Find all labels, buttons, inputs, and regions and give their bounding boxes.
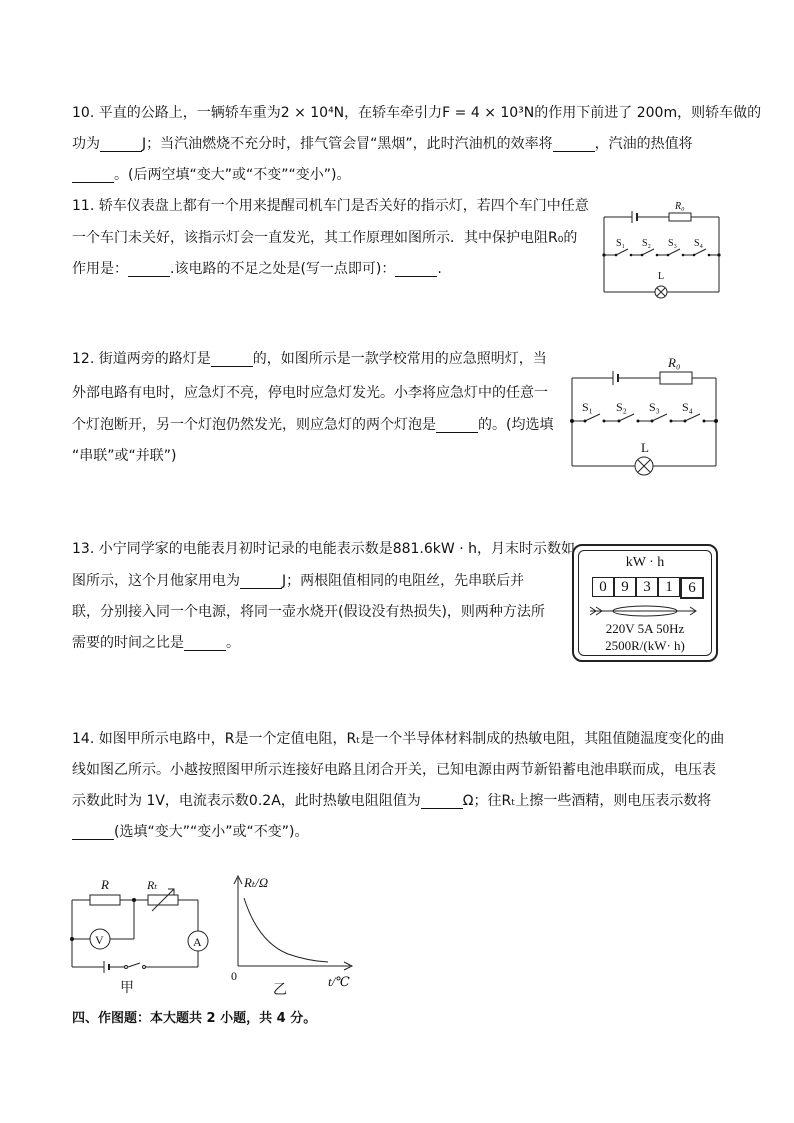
voltmeter-icon: V: [95, 933, 104, 947]
answer-blank[interactable]: [240, 570, 282, 589]
q12-circuit-diagram: [570, 353, 718, 468]
q11-text: .该电路的不足之处是(写一点即可)：: [170, 261, 396, 277]
r0-label: R₀: [668, 355, 681, 370]
lamp-label: L: [641, 440, 649, 455]
electricity-meter: [572, 544, 718, 662]
switch-label: S₄: [682, 400, 693, 414]
q13-text: 图所示，这个月他家用电为: [72, 573, 240, 589]
meter-digit: 9: [614, 577, 636, 597]
q11-line1: 11. 轿车仪表盘上都有一个用来提醒司机车门是否关好的指示灯，若四个车门中任意: [72, 198, 589, 214]
meter-unit: kW · h: [625, 555, 665, 570]
answer-blank[interactable]: [421, 790, 463, 809]
meter-spec-revolutions: 2500R/(kW· h): [605, 638, 685, 653]
q10-text: ，汽油的热值将: [594, 136, 693, 152]
q13-text: 需要的时间之比是: [72, 635, 184, 651]
switch-label: S₃: [649, 400, 660, 414]
q14-text: (选填“变大”“变小”或“不变”)。: [114, 824, 309, 840]
thermistor-label: Rₜ: [147, 878, 158, 892]
graph-origin: 0: [231, 969, 237, 983]
switch-label: S₂: [642, 238, 652, 249]
answer-blank[interactable]: [211, 348, 253, 367]
meter-digit: 0: [592, 577, 614, 597]
q13-text: J；两根阻值相同的电阻丝，先串联后并: [282, 573, 525, 589]
graph-x-label: t/℃: [328, 974, 350, 989]
section-heading: 四、作图题：本大题共 2 小题，共 4 分。: [72, 1011, 317, 1026]
q12-text: 个灯泡断开，另一个灯泡仍然发光，则应急灯的两个灯泡是: [72, 417, 436, 433]
q14-line1: 14. 如图甲所示电路中，R是一个定值电阻，Rₜ是一个半导体材料制成的热敏电阻，其阻值随温度变化的曲: [72, 731, 725, 747]
answer-blank[interactable]: [436, 414, 478, 433]
q12-line1: [72, 344, 547, 375]
q13-text: 。: [226, 635, 240, 651]
q11-line3: [72, 254, 442, 285]
q10-text: J；当汽油燃烧不充分时，排气管会冒“黑烟”，此时汽油机的效率将: [142, 136, 553, 152]
q11-line2: 一个车门未关好，该指示灯会一直发光，其工作原理如图所示．其中保护电阻R₀的: [72, 230, 578, 246]
switch-label: S₄: [694, 238, 704, 249]
q10-line1: 10. 平直的公路上，一辆轿车重为2 × 10⁴N，在轿车牵引力F = 4 × 10³N的作用下前进了 200m，则轿车做的: [72, 105, 762, 121]
q14-circuit-diagram: [70, 876, 215, 996]
switch-label: S₁: [616, 238, 626, 249]
resistor-label: R: [101, 877, 109, 892]
figure-caption: 甲: [120, 981, 134, 996]
q10-text: 功为: [72, 136, 100, 152]
meter-rotor-arrow-icon: [590, 603, 700, 619]
answer-blank[interactable]: [100, 133, 142, 152]
ammeter-icon: A: [193, 935, 202, 949]
q12-line3: [72, 410, 553, 441]
q14-text: Ω；往Rₜ上擦一些酒精，则电压表示数将: [462, 793, 712, 809]
lamp-label: L: [658, 271, 665, 282]
q14-text: 示数此时为 1V，电流表示数0.2A，此时热敏电阻阻值为: [72, 793, 421, 809]
q12-text: 12. 街道两旁的路灯是: [72, 351, 211, 367]
switch-label: S₃: [668, 238, 678, 249]
answer-blank[interactable]: [395, 258, 437, 277]
q12-line4: “串联”或“并联”): [72, 448, 177, 464]
q12-text: 的，如图所示是一款学校常用的应急照明灯，当: [252, 351, 547, 367]
answer-blank[interactable]: [128, 258, 170, 277]
meter-digit-decimal: 6: [680, 577, 704, 599]
q10-line2: [72, 129, 693, 160]
q12-line2: 外部电路有电时，应急灯不亮，停电时应急灯发光。小李将应急灯中的任意一: [72, 385, 548, 401]
meter-spec-voltage: 220V 5A 50Hz: [605, 621, 685, 636]
q14-line4: [72, 817, 308, 848]
answer-blank[interactable]: [184, 632, 226, 651]
q13-line4: [72, 628, 240, 659]
q13-line3: 联，分别接入同一个电源，将同一壶水烧开(假设没有热损失)，则两种方法所: [72, 604, 545, 620]
answer-blank[interactable]: [553, 133, 595, 152]
q13-line2: [72, 566, 524, 597]
q14-resistance-temperature-graph: [228, 872, 358, 997]
meter-digit: 1: [658, 577, 680, 597]
r0-label: R₀: [675, 201, 685, 212]
graph-y-label: Rₜ/Ω: [244, 875, 269, 890]
q11-circuit-diagram: [602, 200, 722, 295]
q12-text: 的。(均选填: [478, 417, 554, 433]
q14-line2: 线如图乙所示。小越按照图甲所示连接好电路且闭合开关，已知电源由两节新铅蓄电池串联而成，电压表: [72, 762, 716, 778]
q11-text: 作用是：: [72, 261, 128, 277]
switch-label: S₁: [582, 400, 593, 414]
q10-line3: [72, 160, 350, 191]
answer-blank[interactable]: [72, 821, 114, 840]
figure-caption: 乙: [273, 983, 287, 998]
q10-text: 。(后两空填“变大”或“不变”“变小”)。: [114, 167, 351, 183]
q13-line1: 13. 小宁同学家的电能表月初时记录的电能表示数是881.6kW · h，月末时示数如: [72, 541, 575, 557]
q11-text: .: [437, 261, 442, 277]
q14-line3: [72, 786, 711, 817]
rt-curve: [244, 898, 328, 962]
meter-digit: 3: [636, 577, 658, 597]
answer-blank[interactable]: [72, 164, 114, 183]
switch-label: S₂: [616, 400, 627, 414]
